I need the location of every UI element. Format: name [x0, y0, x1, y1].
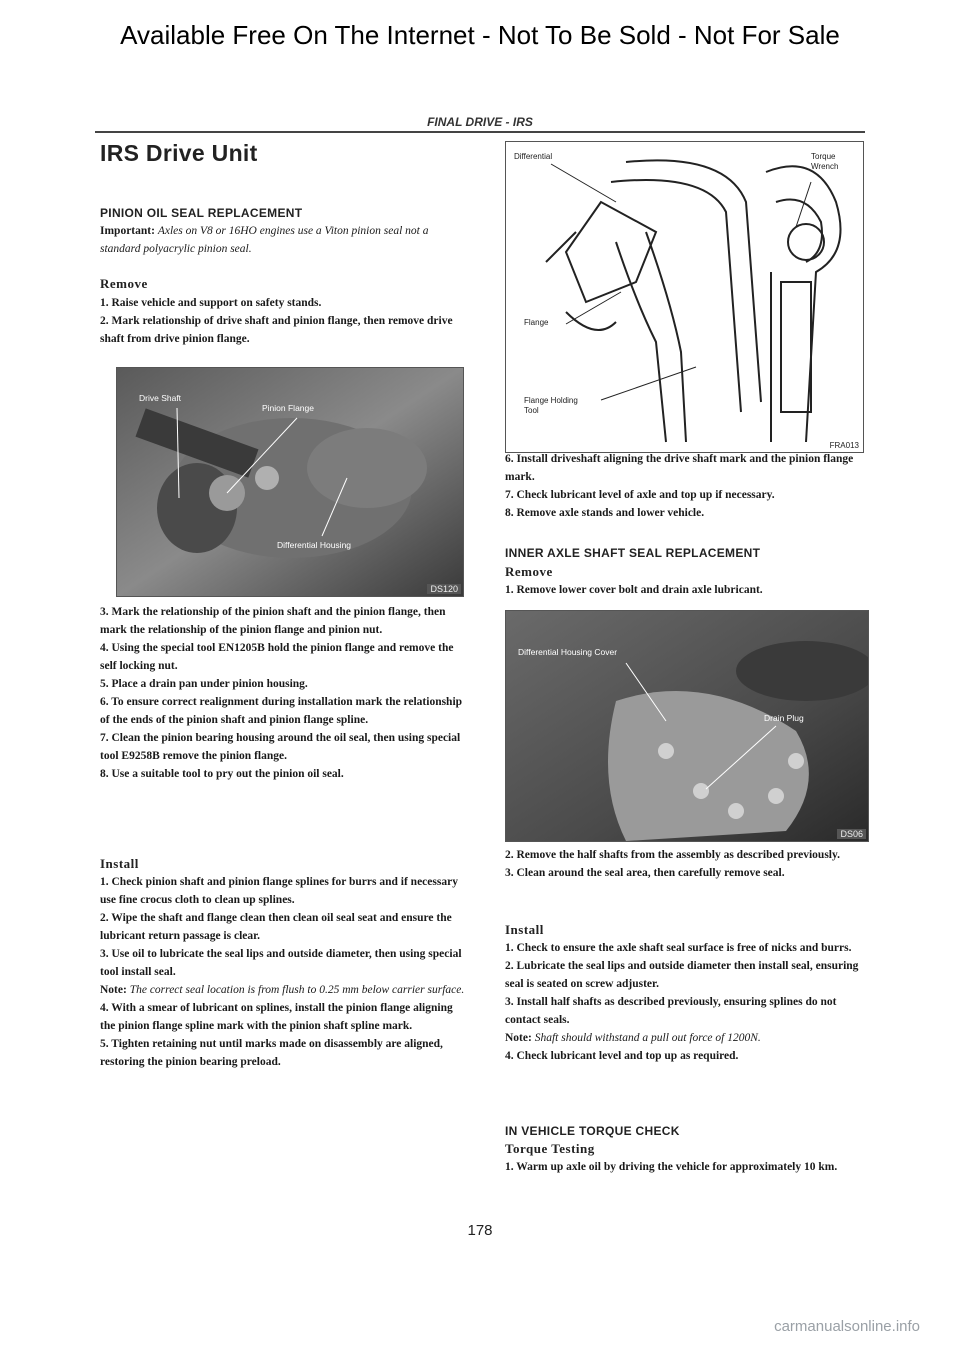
- step: 3. Install half shafts as described previously, ensuring splines do not contact seals.: [505, 996, 837, 1026]
- diagram-label-flange-holding: Flange Holding: [524, 396, 578, 405]
- step: 4. With a smear of lubricant on splines, install the pinion flange aligning the pinion flange spline mark with the pinion shaft spline mark.: [100, 1002, 453, 1032]
- note-label: Note:: [505, 1032, 532, 1044]
- remove-step-1: 1. Remove lower cover bolt and drain axle lubricant.: [505, 584, 763, 596]
- step: 6. Install driveshaft aligning the drive shaft mark and the pinion flange mark.: [505, 453, 854, 483]
- photo1-label-pinion-flange: Pinion Flange: [262, 403, 314, 413]
- diagram-label-wrench: Wrench: [811, 162, 839, 171]
- pull-force-note: [505, 1029, 865, 1047]
- diagram-label-flange: Flange: [524, 318, 549, 327]
- note-text: The correct seal location is from flush to 0.25 mm below carrier surface.: [129, 984, 465, 996]
- photo2-code: DS06: [837, 829, 866, 839]
- install-heading-left: Install: [100, 856, 139, 871]
- photo1-code: DS120: [427, 584, 461, 594]
- step: 1. Raise vehicle and support on safety stands.: [100, 297, 322, 309]
- step: 3. Clean around the seal area, then carefully remove seal.: [505, 867, 785, 879]
- step: 4. Using the special tool EN1205B hold the pinion flange and remove the self locking nut.: [100, 642, 454, 672]
- step: 7. Clean the pinion bearing housing around the oil seal, then using special tool E9258B remove the pinion flange.: [100, 732, 461, 762]
- install-steps-a: [100, 873, 470, 1071]
- step: 5. Place a drain pan under pinion housing.: [100, 678, 308, 690]
- important-note: [100, 222, 470, 258]
- step: 7. Check lubricant level of axle and top up if necessary.: [505, 489, 775, 501]
- photo1-label-differential-housing: Differential Housing: [277, 540, 352, 550]
- section-heading-torque-check: IN VEHICLE TORQUE CHECK: [505, 1124, 680, 1138]
- step: 2. Remove the half shafts from the assembly as described previously.: [505, 849, 840, 861]
- photo1-label-drive-shaft: Drive Shaft: [139, 393, 182, 403]
- step: 4. Check lubricant level and top up as required.: [505, 1050, 739, 1062]
- running-head: FINAL DRIVE - IRS: [427, 115, 533, 129]
- section-heading-inner-axle: INNER AXLE SHAFT SEAL REPLACEMENT: [505, 546, 761, 560]
- remove-heading-right: Remove: [505, 564, 553, 579]
- torque-testing-heading: Torque Testing: [505, 1141, 595, 1156]
- photo-drive-shaft-flange: [116, 367, 464, 597]
- header-rule: [95, 131, 865, 133]
- diagram-code: FRA013: [829, 441, 859, 450]
- step: 5. Tighten retaining nut until marks made on disassembly are aligned, restoring the pinion bearing preload.: [100, 1038, 443, 1068]
- remove-steps-2: [505, 846, 865, 882]
- diagram-label-torque: Torque: [811, 152, 836, 161]
- photo-housing-cover-drain: [505, 610, 869, 842]
- diagram-label-differential: Differential: [514, 152, 553, 161]
- diagram-label-tool: Tool: [524, 406, 539, 415]
- section-heading-pinion-seal: PINION OIL SEAL REPLACEMENT: [100, 206, 303, 220]
- step: 1. Check to ensure the axle shaft seal surface is free of nicks and burrs.: [505, 942, 852, 954]
- note-label: Note:: [100, 984, 127, 996]
- page-number: 178: [467, 1222, 493, 1239]
- step: 3. Use oil to lubricate the seal lips and outside diameter, then using special tool install seal.: [100, 948, 462, 978]
- step: 2. Wipe the shaft and flange clean then clean oil seal seat and ensure the lubricant return passage is clear.: [100, 912, 452, 942]
- step: 2. Mark relationship of drive shaft and pinion flange, then remove drive shaft from drive pinion flange.: [100, 315, 453, 345]
- seal-location-note: [100, 981, 470, 999]
- step: 8. Use a suitable tool to pry out the pinion oil seal.: [100, 768, 344, 780]
- photo2-label-housing-cover: Differential Housing Cover: [518, 647, 618, 657]
- install-steps-c: [505, 450, 865, 522]
- important-label: Important:: [100, 225, 155, 237]
- remove-steps-b: [100, 603, 470, 783]
- torque-step-1: 1. Warm up axle oil by driving the vehicle for approximately 10 km.: [505, 1161, 838, 1173]
- banner-notice: Available Free On The Internet - Not To Be Sold - Not For Sale: [120, 20, 840, 50]
- install-steps-right: [505, 939, 865, 1065]
- site-watermark: carmanualsonline.info: [774, 1318, 920, 1335]
- diagram-flange-holding-tool: [505, 141, 864, 453]
- step: 6. To ensure correct realignment during installation mark the relationship of the ends of the pinion shaft and pinion flange spline.: [100, 696, 463, 726]
- note-text: Shaft should withstand a pull out force of 1200N.: [534, 1032, 761, 1044]
- step: 2. Lubricate the seal lips and outside diameter then install seal, ensuring seal is seated on screw adjuster.: [505, 960, 859, 990]
- step: 1. Check pinion shaft and pinion flange splines for burrs and if necessary use fine crocus cloth to clean up splines.: [100, 876, 458, 906]
- remove-heading-left: Remove: [100, 276, 148, 291]
- step: 3. Mark the relationship of the pinion shaft and the pinion flange, then mark the relationship of the pinion flange and pinion nut.: [100, 606, 446, 636]
- important-text: Axles on V8 or 16HO engines use a Viton pinion seal not a standard polyacrylic pinion seal.: [100, 225, 429, 255]
- remove-steps-a: [100, 294, 470, 348]
- page-title: IRS Drive Unit: [100, 140, 258, 166]
- photo2-label-drain-plug: Drain Plug: [764, 713, 804, 723]
- install-heading-right: Install: [505, 922, 544, 937]
- step: 8. Remove axle stands and lower vehicle.: [505, 507, 705, 519]
